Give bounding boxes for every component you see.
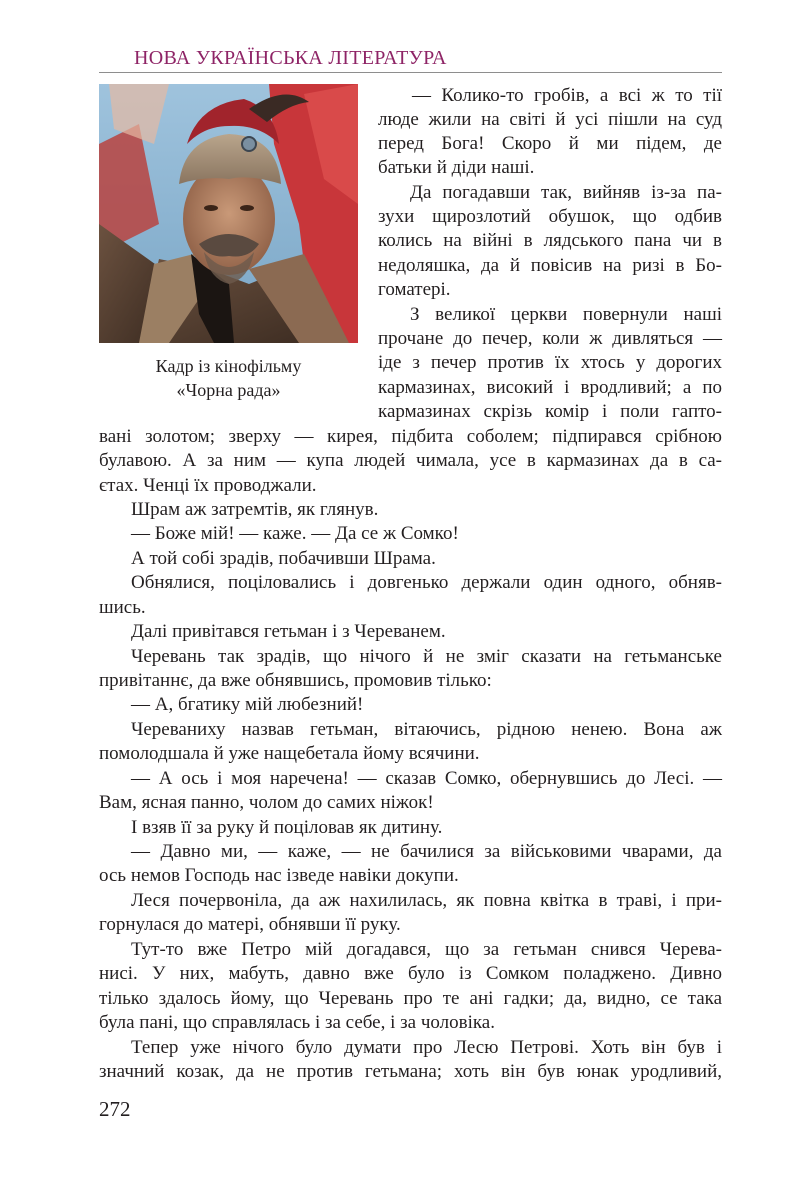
text-line: Черевань так зрадів, що нічого й не зміг сказати на гетьманське [131,646,722,667]
text-line: Леся почервоніла, да аж нахилилась, як повна квітка в траві, і при- [131,890,722,911]
header-rule [99,72,722,73]
text-line: Тепер уже нічого було думати про Лесю Петрові. Хоть він був і [131,1037,722,1058]
film-still-illustration [99,84,358,343]
text-line: булавою. А за ним — купа людей чимала, усе в кармазинах да в са- [99,450,722,471]
text-line: Обнялися, поціловались і довгенько держали один одного, обняв- [131,572,722,593]
caption-line: Кадр із кінофільму [155,356,302,376]
text-line: горнулася до матері, обнявши її руку. [99,914,401,935]
text-line: — Колико-то гробів, а всі ж то тії [412,85,722,106]
page-number: 272 [99,1097,131,1121]
text-line: перед Бога! Скоро й ми підем, де [378,133,722,154]
text-line: люде жили на світі й усі пішли на суд [378,109,722,130]
text-line: Шрам аж затремтів, як глянув. [131,499,379,520]
text-line: Тут-то вже Петро мій догадався, що за гетьман снився Черева- [131,939,722,960]
text-line: — А ось і моя наречена! — сказав Сомко, обернувшись до Лесі. — [131,768,722,789]
text-line: була пані, що справлялась і за себе, і за чоловіка. [99,1012,495,1033]
text-line: недоляшка, да й повісив на ризі в Бо- [378,255,722,276]
running-header: НОВА УКРАЇНСЬКА ЛІТЕРАТУРА [134,47,447,69]
text-line: шись. [99,597,146,618]
text-line: тілько здалось йому, що Черевань про те ані гадки; да, видно, се така [99,988,722,1009]
text-line: Далі привітався гетьман і з Череванем. [131,621,446,642]
text-line: зухи щирозлотий обушок, що одбив [378,206,722,227]
text-line: іде з печер против їх хтось у дорогих [378,352,722,373]
text-line: Череваниху назвав гетьман, вітаючись, рідною ненею. Вона аж [131,719,722,740]
text-line: колись на війні в лядського пана чи в [378,230,722,251]
text-line: З великої церкви повернули наші [410,304,722,325]
figure-caption [99,354,358,402]
text-line: прочане до печер, коли ж дивляться — [378,328,722,349]
text-line: нисі. У них, мабуть, давно вже було із Сомком поладжено. Дивно [99,963,722,984]
text-line: — Давно ми, — каже, — не бачилися за військовими чварами, да [131,841,722,862]
text-line: привітаннє, да вже обнявшись, промовив тілько: [99,670,492,691]
film-still-photo [99,84,358,343]
text-line: — Боже мій! — каже. — Да се ж Сомко! [131,523,459,544]
text-line: І взяв її за руку й поціловав як дитину. [131,817,443,838]
text-line: ось немов Господь нас ізведе навіки докупи. [99,865,459,886]
text-line: — А, бгатику мій любезний! [131,694,364,715]
text-line: А той собі зрадів, побачивши Шрама. [131,548,436,569]
text-line: єтах. Ченці їх проводжали. [99,475,317,496]
text-line: кармазинах, високий і вродливий; а по [378,377,722,398]
text-line: Да погадавши так, вийняв із-за па- [410,182,722,203]
text-line: Вам, ясная панно, чолом до самих ніжок! [99,792,434,813]
text-line: значний козак, да не против гетьмана; хоть він був юнак уродливий, [99,1061,722,1082]
text-line: кармазинах скрізь комір і поли гапто- [378,401,722,422]
text-line: помолодшала й уже нащебетала йому всячини. [99,743,480,764]
text-line: вані золотом; зверху — кирея, підбита соболем; підпирався срібною [99,426,722,447]
text-line: батьки й діди наші. [378,157,535,178]
caption-line: «Чорна рада» [176,380,281,400]
text-line: гоматері. [378,279,451,300]
